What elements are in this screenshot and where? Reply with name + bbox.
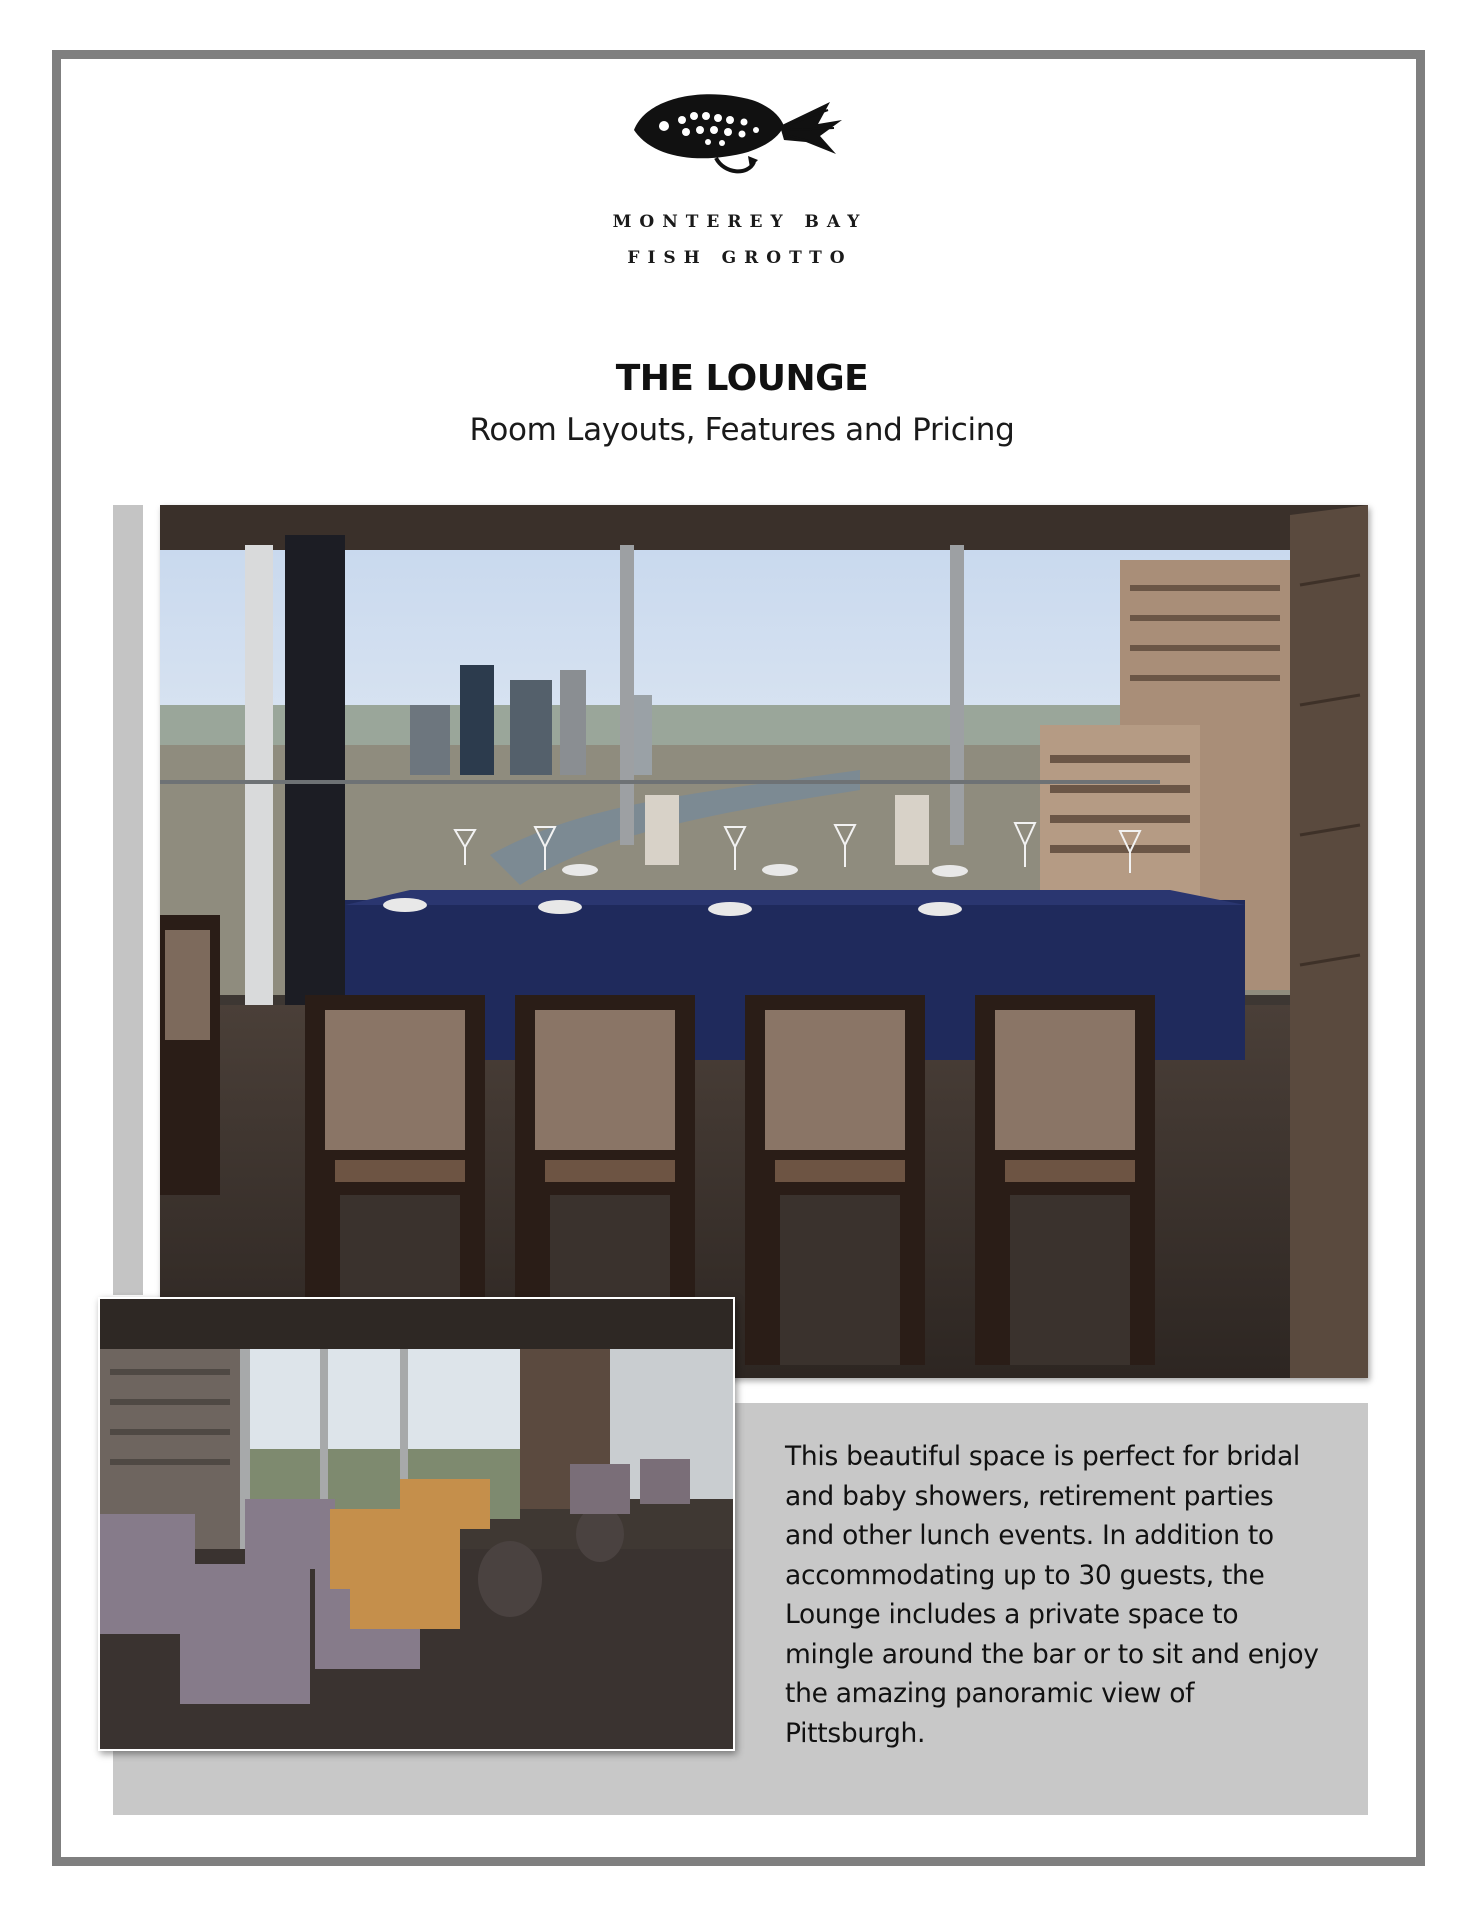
page-title: THE LOUNGE: [615, 358, 869, 399]
main-dining-photo: [160, 505, 1368, 1378]
lounge-seating-photo: [98, 1297, 735, 1751]
brand-name-line2: FISH GROTTO: [627, 248, 853, 268]
description-text: This beautiful space is perfect for bridal and baby showers, retirement parties and other lunch events. In addition to accommodating up to 30 guests, the Lounge includes a private space to mingle around the bar or to sit and enjoy the amazing panoramic view of Pittsburgh.: [785, 1441, 1319, 1749]
page-subtitle: Room Layouts, Features and Pricing: [469, 412, 1015, 448]
fish-logo-icon: [620, 80, 850, 180]
brand-name-line1: MONTEREY BAY: [612, 212, 868, 232]
decorative-strip: [113, 505, 143, 1295]
